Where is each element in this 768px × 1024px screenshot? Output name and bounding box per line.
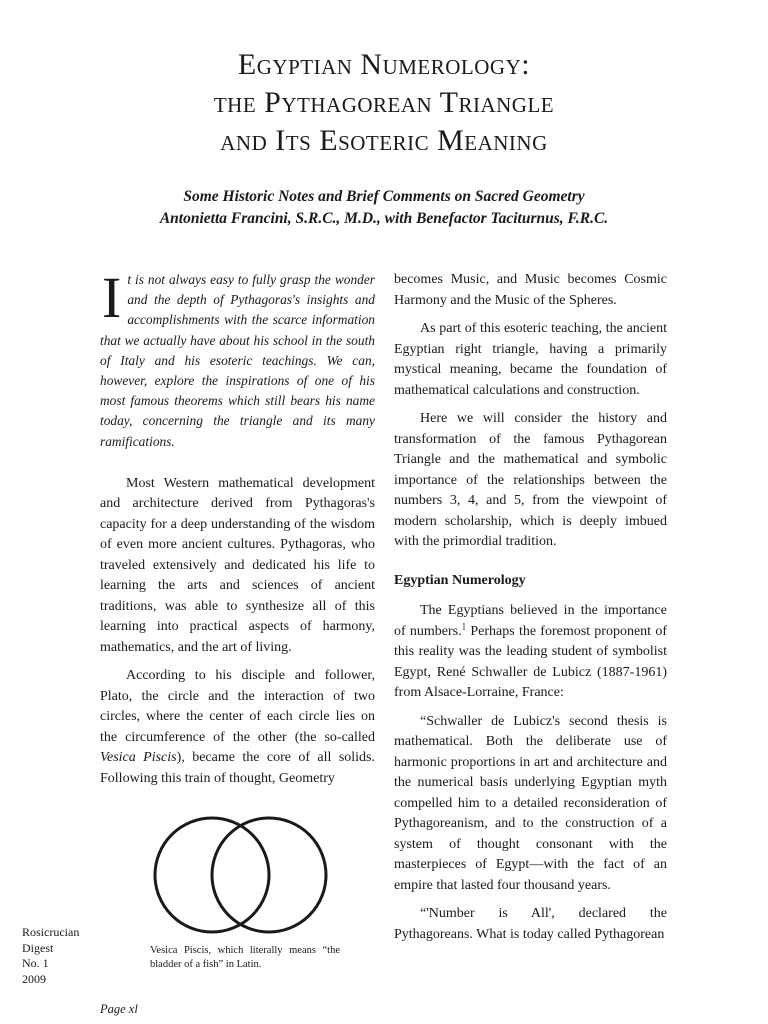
title-line-1: Egyptian Numerology:: [237, 48, 531, 81]
author-line: Antonietta Francini, S.R.C., M.D., with Benefactor Taciturnus, F.R.C.: [159, 210, 609, 227]
left-column: [100, 265, 375, 789]
body-paragraph: According to his disciple and follower, Plato, the circle and the interaction of two circles, where the center of each circle lies on the circumference of the other (the so-called Vesica Piscis), became the core of all solids. Following this train of thought, Geometry: [100, 668, 375, 786]
title-line-3: and Its Esoteric Meaning: [220, 124, 548, 157]
subtitle-line-1: Some Historic Notes and Brief Comments on Sacred Geometry: [183, 188, 585, 205]
article-title: [0, 46, 768, 160]
issue-number: No. 1: [22, 956, 49, 970]
section-heading: Egyptian Numerology: [394, 572, 526, 588]
body-paragraph: The Egyptians believed in the importance of numbers.$^1$ Perhaps the foremost proponent of this reality was the leading student of symbolist Egypt, René Schwaller de Lubicz (1887-1961) from Alsace-Lorraine, France:: [394, 603, 667, 700]
body-paragraph: becomes Music, and Music becomes Cosmic Harmony and the Music of the Spheres.: [394, 272, 667, 308]
publication-info: [22, 925, 102, 987]
body-paragraph: Here we will consider the history and transformation of the famous Pythagorean Triangle and the mathematical and symbolic importance of the relationships between the numbers 3, 4, and 5, from the viewpoint of modern scholarship, which is deeply imbued with the primordial tradition.: [394, 411, 667, 549]
right-column: [394, 270, 667, 945]
article-subtitle: [0, 186, 768, 230]
page-number: Page xl: [100, 1002, 138, 1016]
quote-paragraph: “Schwaller de Lubicz's second thesis is mathematical. Both the deliberate use of harmonic proportions in art and architecture and the numerical basis underlying Egyptian myth compelled him to a detailed reconsideration of Pythagoreanism, and to the construction of a system of thought consonant with the masterpieces of Egypt—with the fact of an empire that lasted four thousand years.: [394, 713, 667, 893]
title-line-2: the Pythagorean Triangle: [213, 86, 555, 119]
intro-paragraph: [100, 265, 375, 452]
intro-text: t is not always easy to fully grasp the wonder and the depth of Pythagoras's insights and accomplishments with the scarce information that we actually have about his school in the south of Italy and his esoteric teachings. We can, however, explore the inspirations of one of his most famous theorems which still bears his name today, concerning the triangle and its many ramifications.: [100, 272, 375, 449]
issue-year: 2009: [22, 971, 46, 986]
quote-paragraph: “'Number is All', declared the Pythagoreans. What is today called Pythagorean: [394, 906, 667, 942]
publication-line: Rosicrucian: [22, 925, 80, 939]
vesica-piscis-term: Vesica Piscis: [100, 750, 177, 766]
body-paragraph: Most Western mathematical development and architecture derived from Pythagoras's capacity for a deep understanding of the wisdom of even more ancient cultures. Pythagoras, who traveled extensively and dedicated his life to learning the arts and sciences of ancient traditions, was able to synthesize all of this learning into practical aspects of harmony, mathematics, and the art of living.: [100, 475, 375, 655]
vesica-piscis-figure: [150, 810, 380, 940]
body-paragraph: As part of this esoteric teaching, the ancient Egyptian right triangle, having a primarily mystical meaning, became the foundation of mathematical calculations and construction.: [394, 321, 667, 398]
publication-line: Digest: [22, 940, 54, 955]
drop-cap: I: [102, 265, 122, 330]
footnote-ref[interactable]: 1: [461, 620, 467, 631]
figure-caption: Vesica Piscis, which literally means “the bladder of a fish” in Latin.: [150, 945, 340, 970]
